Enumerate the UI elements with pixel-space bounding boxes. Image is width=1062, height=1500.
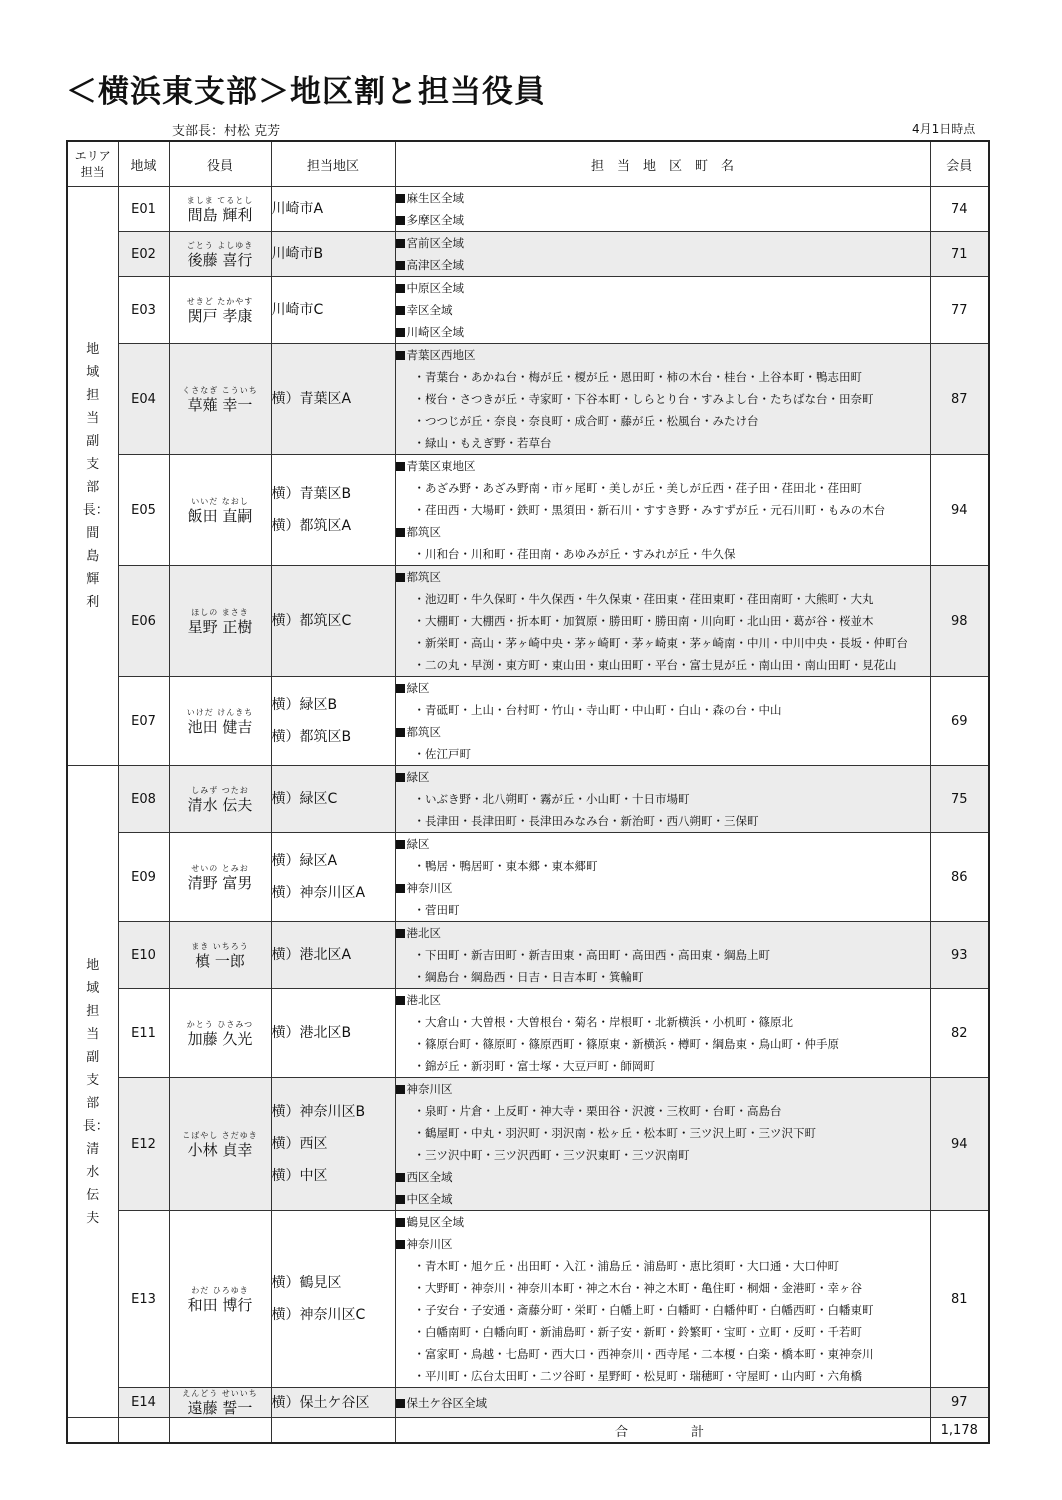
district-cell <box>271 1078 395 1211</box>
district-name: 横）鶴見区 <box>271 1275 342 1291</box>
town-text: 保土ケ谷区全域 <box>406 1395 487 1410</box>
member-count: 87 <box>930 344 989 455</box>
town-heading <box>396 232 930 254</box>
town-heading <box>396 989 930 1011</box>
town-list-line <box>396 788 930 810</box>
town-heading <box>396 455 930 477</box>
square-bullet-icon <box>396 929 405 938</box>
town-list-line <box>396 899 930 921</box>
town-list-line <box>396 966 930 988</box>
member-count: 77 <box>930 277 989 344</box>
table-row <box>67 455 989 566</box>
towns-cell <box>395 922 930 989</box>
town-list-line <box>396 1011 930 1033</box>
officer-furigana: かとう ひさみつ <box>186 1019 254 1029</box>
total-empty-cell <box>169 1418 271 1444</box>
officer-name: 関戸 孝康 <box>187 306 253 325</box>
town-list-line <box>396 1277 930 1299</box>
town-heading <box>396 833 930 855</box>
table-row <box>67 187 989 232</box>
town-list-line <box>396 1033 930 1055</box>
square-bullet-icon <box>396 884 405 893</box>
district-cell <box>271 989 395 1078</box>
town-text: 多摩区全域 <box>406 213 464 227</box>
member-count: 86 <box>930 833 989 922</box>
district-name: 横）青葉区A <box>271 391 352 407</box>
town-list-line <box>396 1321 930 1343</box>
region-code: E10 <box>118 922 169 989</box>
member-count: 71 <box>930 232 989 277</box>
square-bullet-icon <box>396 1195 405 1204</box>
district-table <box>66 140 990 1444</box>
district-cell <box>271 344 395 455</box>
town-text: ・いぶき野・北八朔町・霧が丘・小山町・十日市場町 <box>413 792 690 806</box>
town-heading <box>396 254 930 276</box>
town-list-line <box>396 477 930 499</box>
town-list-line <box>396 1299 930 1321</box>
town-text: ・つつじが丘・奈良・奈良町・成合町・藤が丘・松風台・みたけ台 <box>413 414 759 428</box>
officer-cell <box>169 277 271 344</box>
member-count: 74 <box>930 187 989 232</box>
officer-name: 清野 富男 <box>187 873 253 892</box>
district-cell <box>271 455 395 566</box>
area-group-text: 地域担当副支部長：清水 伝夫 <box>82 957 113 1226</box>
officer-furigana: わだ ひろゆき <box>191 1285 249 1295</box>
town-heading <box>396 566 930 588</box>
district-name: 横）都筑区C <box>271 613 352 629</box>
square-bullet-icon <box>396 351 405 360</box>
area-group-label <box>67 766 118 1418</box>
total-row <box>67 1418 989 1444</box>
table-row <box>67 344 989 455</box>
square-bullet-icon <box>396 261 405 270</box>
town-text: ・篠原台町・篠原町・篠原西町・篠原東・新横浜・樽町・綱島東・鳥山町・仲手原 <box>413 1037 839 1051</box>
member-count: 94 <box>930 455 989 566</box>
town-text: 港北区 <box>406 926 441 940</box>
towns-cell <box>395 677 930 766</box>
town-heading <box>396 877 930 899</box>
town-text: 港北区 <box>406 993 441 1007</box>
towns-cell <box>395 989 930 1078</box>
district-name: 川崎市A <box>271 201 324 217</box>
town-list-line <box>396 1055 930 1077</box>
district-name: 横）青葉区B <box>271 486 352 502</box>
town-text: ・三ツ沢中町・三ツ沢西町・三ツ沢東町・三ツ沢南町 <box>413 1148 690 1162</box>
square-bullet-icon <box>396 728 405 737</box>
town-heading <box>396 1211 930 1233</box>
town-heading <box>396 1233 930 1255</box>
square-bullet-icon <box>396 684 405 693</box>
town-list-line <box>396 944 930 966</box>
total-value: 1,178 <box>930 1418 989 1444</box>
header-district: 担当地区 <box>271 141 395 187</box>
officer-cell <box>169 455 271 566</box>
town-heading <box>396 677 930 699</box>
officer-cell <box>169 677 271 766</box>
district-name: 横）緑区C <box>271 791 338 807</box>
town-heading <box>396 1392 930 1414</box>
square-bullet-icon <box>396 306 405 315</box>
officer-name: 槙 一郎 <box>195 951 245 970</box>
town-text: 高津区全域 <box>406 258 464 272</box>
town-list-line <box>396 743 930 765</box>
region-code: E01 <box>118 187 169 232</box>
square-bullet-icon <box>396 462 405 471</box>
total-empty-cell <box>67 1418 118 1444</box>
member-count: 93 <box>930 922 989 989</box>
town-heading <box>396 1166 930 1188</box>
page-title: ＜横浜東支部＞地区割と担当役員 <box>66 74 546 110</box>
table-row <box>67 766 989 833</box>
officer-cell <box>169 989 271 1078</box>
town-text: ・錦が丘・新羽町・富士塚・大豆戸町・師岡町 <box>413 1059 655 1073</box>
district-cell <box>271 1211 395 1388</box>
officer-cell <box>169 232 271 277</box>
officer-cell <box>169 1388 271 1418</box>
officer-name: 星野 正樹 <box>187 617 253 636</box>
table-row <box>67 1078 989 1211</box>
town-text: 青葉区西地区 <box>406 348 476 362</box>
towns-cell <box>395 1078 930 1211</box>
town-text: 都筑区 <box>406 725 441 739</box>
town-heading <box>396 277 930 299</box>
header-officer: 役員 <box>169 141 271 187</box>
officer-cell <box>169 566 271 677</box>
town-text: ・大倉山・大曽根・大曽根台・菊名・岸根町・北新横浜・小机町・篠原北 <box>413 1015 793 1029</box>
region-code: E13 <box>118 1211 169 1388</box>
town-list-line <box>396 588 930 610</box>
town-text: ・桜台・さつきが丘・寺家町・下谷本町・しらとり台・すみよし台・たちばな台・田奈町 <box>413 392 874 406</box>
town-text: ・平川町・広台太田町・二ツ谷町・星野町・松見町・瑞穂町・守屋町・山内町・六角橋 <box>413 1369 862 1383</box>
square-bullet-icon <box>396 996 405 1005</box>
officer-furigana: いけだ けんきち <box>186 707 254 717</box>
square-bullet-icon <box>396 1085 405 1094</box>
town-heading <box>396 521 930 543</box>
square-bullet-icon <box>396 573 405 582</box>
region-code: E02 <box>118 232 169 277</box>
town-text: 中区全域 <box>406 1192 453 1206</box>
district-name: 川崎市C <box>271 302 324 318</box>
town-text: 川崎区全域 <box>406 325 464 339</box>
area-group-label <box>67 187 118 766</box>
town-list-line <box>396 855 930 877</box>
district-name: 横）緑区B <box>271 697 338 713</box>
square-bullet-icon <box>396 1218 405 1227</box>
town-list-line <box>396 366 930 388</box>
table-row <box>67 677 989 766</box>
total-empty-cell <box>271 1418 395 1444</box>
town-text: ・川和台・川和町・荏田南・あゆみが丘・すみれが丘・牛久保 <box>413 547 736 561</box>
table-header-row <box>67 141 989 187</box>
square-bullet-icon <box>396 840 405 849</box>
town-list-line <box>396 410 930 432</box>
total-label: 合 計 <box>395 1418 930 1444</box>
officer-furigana: まき いちろう <box>191 941 249 951</box>
region-code: E07 <box>118 677 169 766</box>
town-text: ・緑山・もえぎ野・若草台 <box>413 436 552 450</box>
town-text: ・泉町・片倉・上反町・神大寺・栗田谷・沢渡・三枚町・台町・高島台 <box>413 1104 782 1118</box>
officer-cell <box>169 766 271 833</box>
table-row <box>67 277 989 344</box>
town-text: 麻生区全域 <box>406 191 464 205</box>
towns-cell <box>395 455 930 566</box>
officer-name: 和田 博行 <box>187 1295 253 1314</box>
district-cell <box>271 833 395 922</box>
town-text: 都筑区 <box>406 570 441 584</box>
town-text: ・大棚町・大棚西・折本町・加賀原・勝田町・勝田南・川向町・北山田・葛が谷・桜並木 <box>413 614 874 628</box>
town-text: ・あざみ野・あざみ野南・市ヶ尾町・美しが丘・美しが丘西・荏子田・荏田北・荏田町 <box>413 481 862 495</box>
district-name: 横）都筑区B <box>271 729 352 745</box>
district-name: 横）港北区B <box>271 1025 352 1041</box>
town-heading <box>396 299 930 321</box>
table-body <box>67 187 989 1418</box>
member-count: 75 <box>930 766 989 833</box>
officer-name: 遠藤 誓一 <box>187 1399 253 1417</box>
officer-furigana: ごとう よしゆき <box>186 240 254 250</box>
header-towns: 担 当 地 区 町 名 <box>395 141 930 187</box>
town-text: 宮前区全域 <box>406 236 464 250</box>
region-code: E12 <box>118 1078 169 1211</box>
square-bullet-icon <box>396 1173 405 1182</box>
district-name: 川崎市B <box>271 246 324 262</box>
table-row <box>67 833 989 922</box>
town-heading <box>396 1188 930 1210</box>
table-row <box>67 1211 989 1388</box>
officer-cell <box>169 1078 271 1211</box>
table-row <box>67 232 989 277</box>
district-name: 横）都筑区A <box>271 518 352 534</box>
town-text: 幸区全域 <box>406 303 453 317</box>
officer-cell <box>169 344 271 455</box>
town-text: ・大野町・神奈川・神奈川本町・神之木台・神之木町・亀住町・桐畑・金港町・幸ヶ谷 <box>413 1281 862 1295</box>
town-heading <box>396 922 930 944</box>
officer-cell <box>169 922 271 989</box>
town-text: 緑区 <box>406 770 430 784</box>
town-list-line <box>396 632 930 654</box>
table-row <box>67 989 989 1078</box>
town-heading <box>396 1078 930 1100</box>
town-text: 西区全域 <box>406 1170 453 1184</box>
district-name: 横）神奈川区A <box>271 885 366 901</box>
town-list-line <box>396 654 930 676</box>
square-bullet-icon <box>396 1399 405 1408</box>
officer-furigana: しみず つたお <box>191 785 249 795</box>
officer-name: 池田 健吉 <box>187 717 253 736</box>
towns-cell <box>395 566 930 677</box>
town-text: ・鴨居・鴨居町・東本郷・東本郷町 <box>413 859 598 873</box>
officer-furigana: ましま てるとし <box>186 195 254 205</box>
square-bullet-icon <box>396 528 405 537</box>
officer-furigana: くさなぎ こういち <box>182 385 258 395</box>
town-heading <box>396 766 930 788</box>
town-text: ・青葉台・あかね台・梅が丘・榎が丘・恩田町・柿の木台・桂台・上谷本町・鴨志田町 <box>413 370 862 384</box>
towns-cell <box>395 1211 930 1388</box>
town-text: ・池辺町・牛久保町・牛久保西・牛久保東・荏田東・荏田東町・荏田南町・大熊町・大丸 <box>413 592 874 606</box>
district-name: 横）神奈川区C <box>271 1307 366 1323</box>
district-cell <box>271 677 395 766</box>
header-area: エリア担当 <box>67 141 118 187</box>
town-text: 鶴見区全域 <box>406 1215 464 1229</box>
district-cell <box>271 566 395 677</box>
town-text: ・綱島台・綱島西・日吉・日吉本町・箕輪町 <box>413 970 644 984</box>
district-cell <box>271 187 395 232</box>
town-heading <box>396 209 930 231</box>
district-name: 横）西区 <box>271 1136 328 1152</box>
square-bullet-icon <box>396 284 405 293</box>
square-bullet-icon <box>396 328 405 337</box>
district-name: 横）神奈川区B <box>271 1104 366 1120</box>
officer-furigana: こばやし さだゆき <box>182 1130 258 1140</box>
town-heading <box>396 187 930 209</box>
district-name: 横）港北区A <box>271 947 352 963</box>
district-cell <box>271 766 395 833</box>
region-code: E04 <box>118 344 169 455</box>
town-text: ・長津田・長津田町・長津田みなみ台・新治町・西八朔町・三保町 <box>413 814 759 828</box>
officer-name: 加藤 久光 <box>187 1029 253 1048</box>
town-text: ・青木町・旭ケ丘・出田町・入江・浦島丘・浦島町・恵比須町・大口通・大口仲町 <box>413 1259 839 1273</box>
member-count: 94 <box>930 1078 989 1211</box>
officer-furigana: せきど たかやす <box>186 296 254 306</box>
officer-name: 草薙 幸一 <box>187 395 253 414</box>
town-list-line <box>396 1100 930 1122</box>
branch-chief: 支部長：村松 克芳 <box>172 124 281 139</box>
town-text: 緑区 <box>406 681 430 695</box>
town-list-line <box>396 1343 930 1365</box>
region-code: E09 <box>118 833 169 922</box>
member-count: 69 <box>930 677 989 766</box>
district-cell <box>271 922 395 989</box>
town-text: ・下田町・新吉田町・新吉田東・高田町・高田西・高田東・綱島上町 <box>413 948 770 962</box>
town-list-line <box>396 499 930 521</box>
towns-cell <box>395 187 930 232</box>
town-text: ・佐江戸町 <box>413 747 471 761</box>
town-text: ・子安台・子安通・斎藤分町・栄町・白幡上町・白幡町・白幡仲町・白幡西町・白幡東町 <box>413 1303 874 1317</box>
town-list-line <box>396 610 930 632</box>
town-text: 青葉区東地区 <box>406 459 476 473</box>
district-name: 横）中区 <box>271 1168 328 1184</box>
town-list-line <box>396 1122 930 1144</box>
officer-cell <box>169 1211 271 1388</box>
towns-cell <box>395 766 930 833</box>
officer-name: 清水 伝夫 <box>187 795 253 814</box>
officer-furigana: せいの とみお <box>191 863 249 873</box>
officer-name: 間島 輝利 <box>187 205 253 224</box>
region-code: E11 <box>118 989 169 1078</box>
town-list-line <box>396 699 930 721</box>
officer-furigana: ほしの まさき <box>191 607 249 617</box>
town-heading <box>396 721 930 743</box>
member-count: 97 <box>930 1388 989 1418</box>
member-count: 98 <box>930 566 989 677</box>
town-text: ・荏田西・大場町・鉄町・黒須田・新石川・すすき野・みすずが丘・元石川町・もみの木台 <box>413 503 886 517</box>
officer-furigana: えんどう せいいち <box>182 1389 258 1398</box>
district-cell <box>271 232 395 277</box>
town-text: 都筑区 <box>406 525 441 539</box>
table-row <box>67 566 989 677</box>
town-text: ・富家町・鳥越・七島町・西大口・西神奈川・西寺尾・二本榎・白楽・橋本町・東神奈川 <box>413 1347 874 1361</box>
area-group-text: 地域担当副支部長：間島 輝利 <box>82 342 113 610</box>
header-members: 会員 <box>930 141 989 187</box>
district-name: 横）保土ケ谷区 <box>271 1394 370 1411</box>
town-text: 緑区 <box>406 837 430 851</box>
member-count: 81 <box>930 1211 989 1388</box>
region-code: E08 <box>118 766 169 833</box>
town-list-line <box>396 810 930 832</box>
town-list-line <box>396 543 930 565</box>
as-of-date: 4月1日時点 <box>912 122 976 136</box>
square-bullet-icon <box>396 194 405 203</box>
towns-cell <box>395 232 930 277</box>
region-code: E03 <box>118 277 169 344</box>
district-cell <box>271 1388 395 1418</box>
town-text: 神奈川区 <box>406 881 453 895</box>
town-text: ・二の丸・早渕・東方町・東山田・東山田町・平台・富士見が丘・南山田・南山田町・見花山 <box>413 658 897 672</box>
town-list-line <box>396 1365 930 1387</box>
officer-cell <box>169 833 271 922</box>
region-code: E05 <box>118 455 169 566</box>
towns-cell <box>395 344 930 455</box>
header-region: 地域 <box>118 141 169 187</box>
officer-cell <box>169 187 271 232</box>
town-text: ・菅田町 <box>413 903 460 917</box>
towns-cell <box>395 277 930 344</box>
towns-cell <box>395 1388 930 1418</box>
town-text: 神奈川区 <box>406 1237 453 1251</box>
member-count: 82 <box>930 989 989 1078</box>
officer-name: 飯田 直嗣 <box>187 506 253 525</box>
officer-name: 後藤 喜行 <box>187 250 253 269</box>
region-code: E06 <box>118 566 169 677</box>
table-row <box>67 1388 989 1418</box>
square-bullet-icon <box>396 239 405 248</box>
officer-name: 小林 貞幸 <box>187 1140 253 1159</box>
town-heading <box>396 344 930 366</box>
square-bullet-icon <box>396 1240 405 1249</box>
district-name: 横）緑区A <box>271 853 338 869</box>
town-text: ・白幡南町・白幡向町・新浦島町・新子安・新町・鈴繁町・宝町・立町・反町・千若町 <box>413 1325 862 1339</box>
town-list-line <box>396 388 930 410</box>
town-text: ・青砥町・上山・台村町・竹山・寺山町・中山町・白山・森の台・中山 <box>413 703 782 717</box>
table-row <box>67 922 989 989</box>
town-list-line <box>396 1255 930 1277</box>
town-text: ・新栄町・高山・茅ヶ崎中央・茅ヶ崎町・茅ヶ崎東・茅ヶ崎南・中川・中川中央・長坂・仲町台 <box>413 636 908 650</box>
town-heading <box>396 321 930 343</box>
town-text: 神奈川区 <box>406 1082 453 1096</box>
region-code: E14 <box>118 1388 169 1418</box>
square-bullet-icon <box>396 773 405 782</box>
town-text: 中原区全域 <box>406 281 464 295</box>
town-text: ・鶴屋町・中丸・羽沢町・羽沢南・松ヶ丘・松本町・三ツ沢上町・三ツ沢下町 <box>413 1126 816 1140</box>
total-empty-cell <box>118 1418 169 1444</box>
square-bullet-icon <box>396 216 405 225</box>
district-cell <box>271 277 395 344</box>
towns-cell <box>395 833 930 922</box>
officer-furigana: いいだ なおし <box>191 496 249 506</box>
town-list-line <box>396 432 930 454</box>
town-list-line <box>396 1144 930 1166</box>
